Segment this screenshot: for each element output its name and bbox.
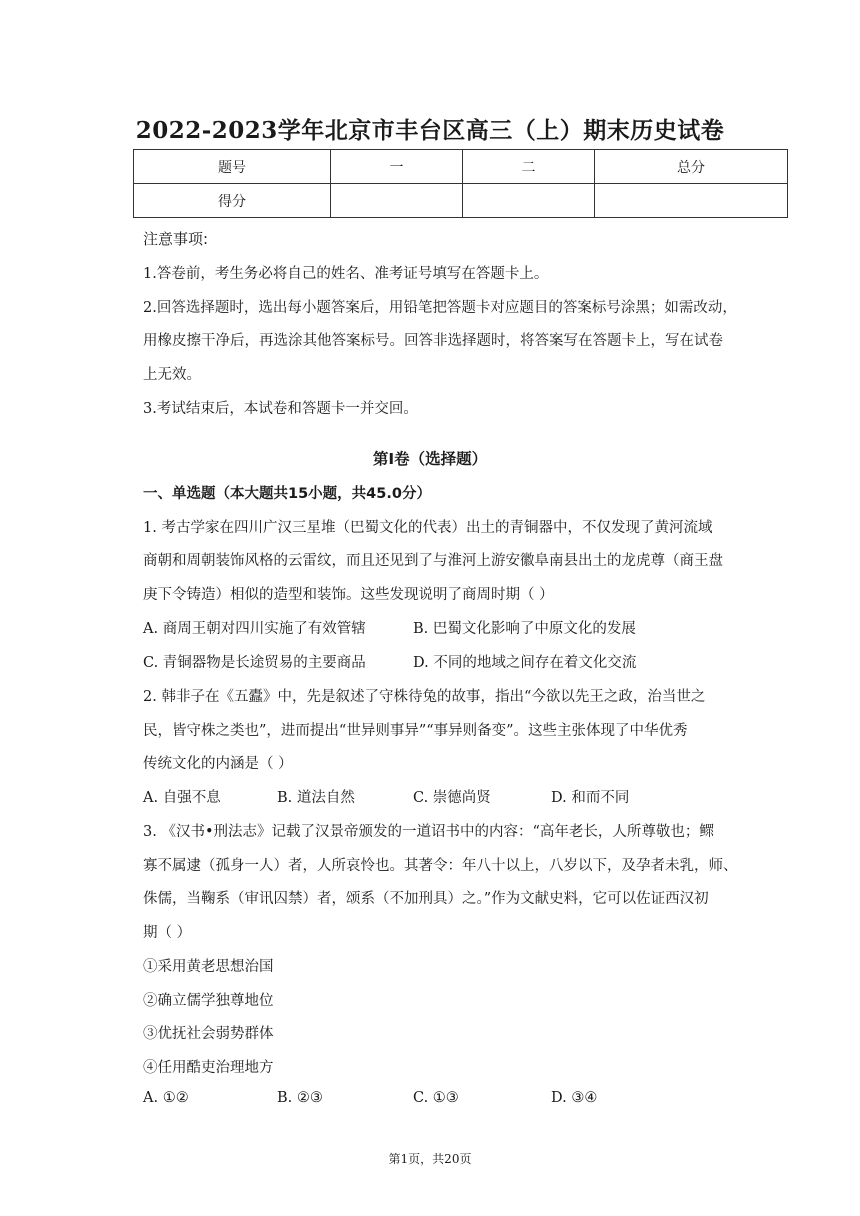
question-3-statement: ④任用酷吏治理地方	[143, 1060, 274, 1076]
question-1-option-c[interactable]: C. 青铜器物是长途贸易的主要商品	[143, 655, 366, 671]
question-3-option-b[interactable]: B. ②③	[277, 1090, 323, 1106]
question-3-statement: ②确立儒学独尊地位	[143, 993, 274, 1009]
question-2-text: 传统文化的内涵是（ ）	[143, 756, 293, 772]
question-2-option-d[interactable]: D. 和而不同	[551, 790, 630, 806]
question-3-option-c[interactable]: C. ①③	[413, 1090, 459, 1106]
score-table-row-label: 得分	[134, 184, 331, 218]
question-2-option-c[interactable]: C. 崇德尚贤	[413, 790, 491, 806]
question-1-option-d[interactable]: D. 不同的地域之间存在着文化交流	[413, 655, 637, 671]
notice-line: 3.考试结束后，本试卷和答题卡一并交回。	[143, 401, 418, 417]
score-table-header-cell: 题号	[134, 150, 331, 184]
score-table-header-cell: 二	[463, 150, 595, 184]
score-table-score-row	[134, 184, 788, 218]
notice-title: 注意事项:	[143, 230, 209, 248]
notice-line: 上无效。	[143, 367, 201, 383]
question-2-option-a[interactable]: A. 自强不息	[143, 790, 221, 806]
question-2-option-b[interactable]: B. 道法自然	[277, 790, 355, 806]
question-1-text: 庚下令铸造）相似的造型和装饰。这些发现说明了商周时期（ ）	[143, 587, 554, 603]
question-1-option-b[interactable]: B. 巴蜀文化影响了中原文化的发展	[413, 621, 636, 637]
score-table-header-cell: 一	[331, 150, 463, 184]
question-2-text: 民，皆守株之类也”，进而提出“世异则事异”“事异则备变”。这些主张体现了中华优秀	[143, 723, 688, 739]
notice-line: 用橡皮擦干净后，再选涂其他答案标号。回答非选择题时，将答案写在答题卡上，写在试卷	[143, 333, 723, 349]
score-table-header-cell: 总分	[595, 150, 788, 184]
part-title: 一、单选题（本大题共15小题，共45.0分）	[143, 486, 431, 502]
question-3-text: 期（ ）	[143, 925, 192, 941]
question-2-text: 2. 韩非子在《五蠹》中，先是叙述了守株待兔的故事，指出“今欲以先王之政，治当世之	[143, 689, 706, 705]
question-3-text: 寡不属逮（孤身一人）者，人所哀怜也。其著令：年八十以上，八岁以下，及孕者未乳，师、	[143, 858, 738, 874]
question-1-text: 1. 考古学家在四川广汉三星堆（巴蜀文化的代表）出土的青铜器中，不仅发现了黄河流域	[143, 520, 713, 536]
score-cell[interactable]	[595, 184, 788, 218]
question-3-text: 侏儒，当鞠系（审讯囚禁）者，颂系（不加刑具）之。”作为文献史料，它可以佐证西汉初	[143, 891, 709, 907]
notice-line: 2.回答选择题时，选出每小题答案后，用铅笔把答题卡对应题目的答案标号涂黑；如需改动，	[143, 300, 737, 316]
score-cell[interactable]	[463, 184, 595, 218]
page-title: 2022-2023学年北京市丰台区高三（上）期末历史试卷	[135, 117, 725, 144]
question-3-option-a[interactable]: A. ①②	[143, 1090, 189, 1106]
score-table-header-row	[134, 150, 788, 184]
score-table	[133, 149, 788, 218]
page-footer: 第1页，共20页	[388, 1152, 472, 1166]
score-cell[interactable]	[331, 184, 463, 218]
question-1-option-a[interactable]: A. 商周王朝对四川实施了有效管辖	[143, 621, 366, 637]
notice-line: 1.答卷前，考生务必将自己的姓名、准考证号填写在答题卡上。	[143, 266, 549, 282]
question-3-option-d[interactable]: D. ③④	[551, 1090, 598, 1106]
question-3-statement: ③优抚社会弱势群体	[143, 1026, 274, 1042]
section-title: 第I卷（选择题）	[372, 450, 488, 468]
question-3-text: 3. 《汉书•刑法志》记载了汉景帝颁发的一道诏书中的内容：“高年老长，人所尊敬也；鳏	[143, 824, 714, 840]
question-3-statement: ①采用黄老思想治国	[143, 959, 274, 975]
question-1-text: 商朝和周朝装饰风格的云雷纹，而且还见到了与淮河上游安徽阜南县出土的龙虎尊（商王盘	[143, 553, 723, 569]
